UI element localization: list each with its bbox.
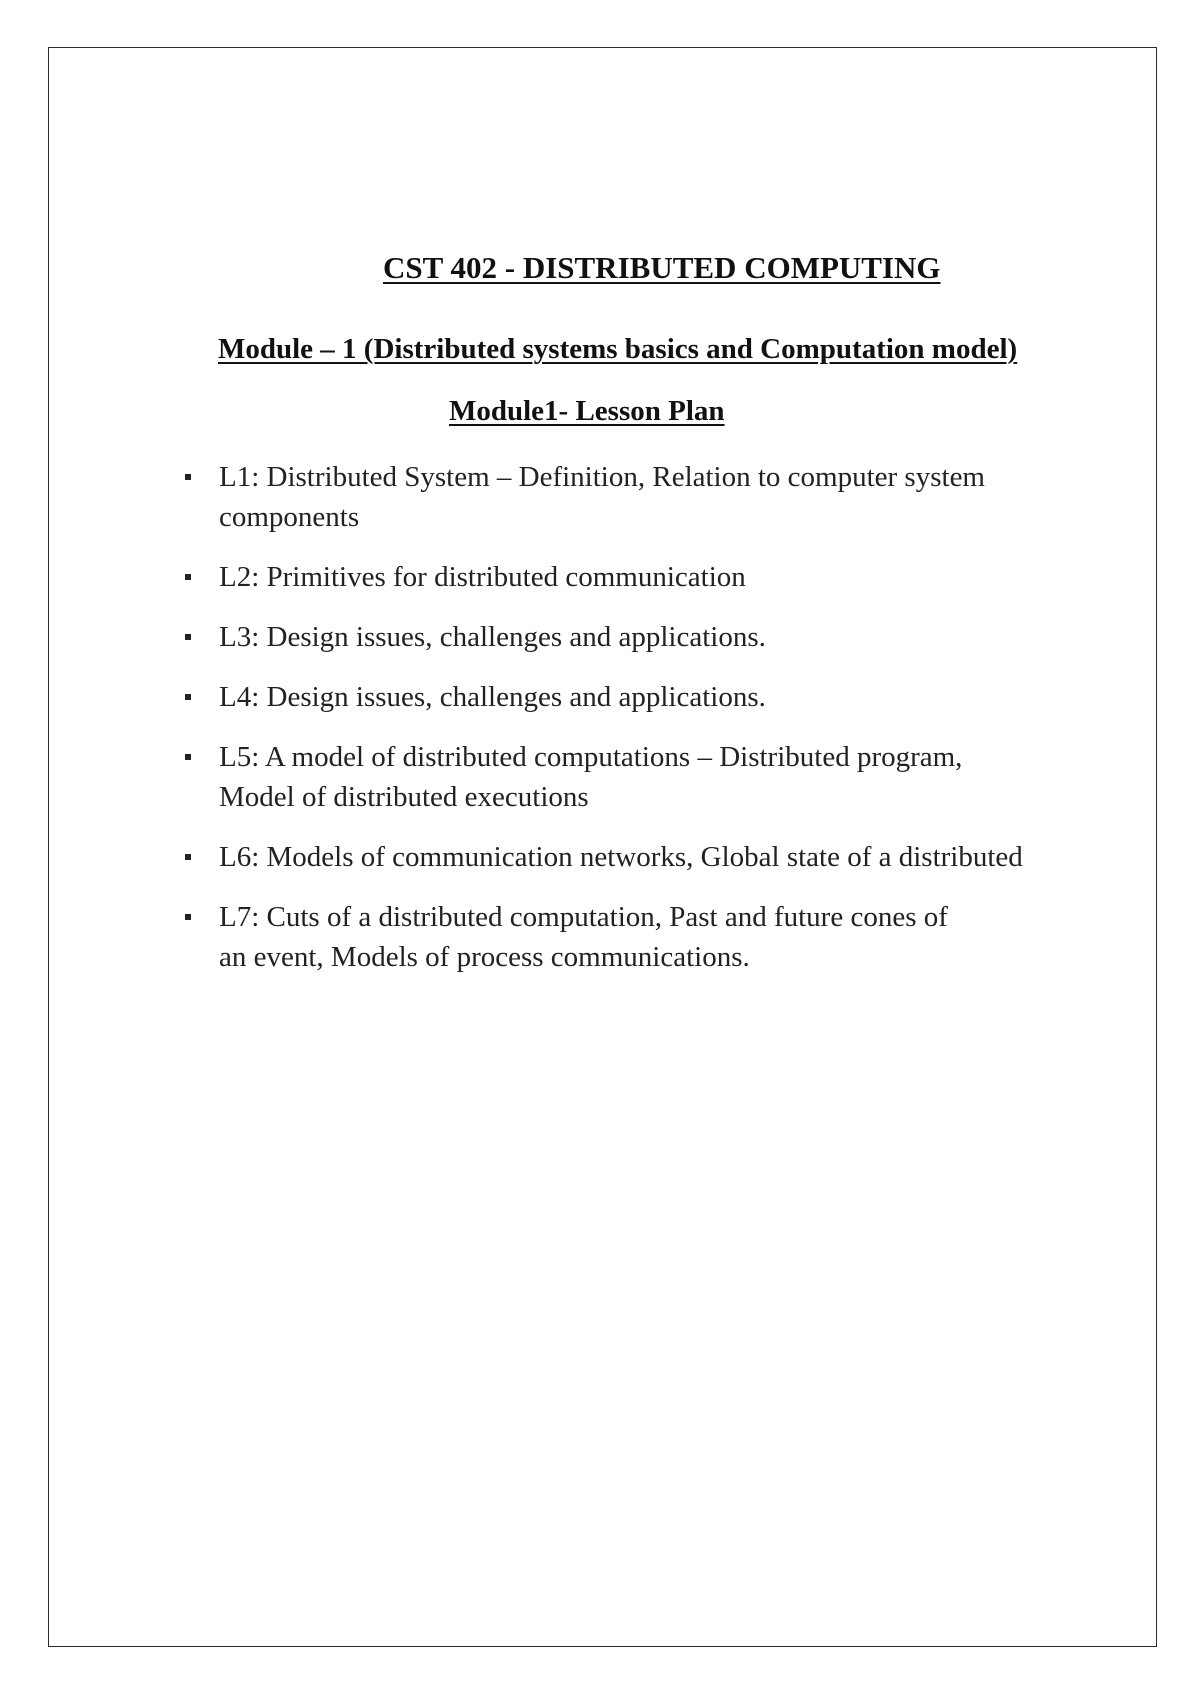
square-bullet-icon [185,474,191,480]
module-heading: Module – 1 (Distributed systems basics and Computation model) [218,333,1018,365]
square-bullet-icon [185,694,191,700]
lesson-list [180,457,1140,997]
square-bullet-icon [185,754,191,760]
square-bullet-icon [185,574,191,580]
lesson-plan-heading: Module1- Lesson Plan [449,395,725,427]
lesson-item-l2 [180,557,1140,597]
lesson-item-l3 [180,617,1140,657]
lesson-line-1: L2: Primitives for distributed communication [219,561,746,593]
square-bullet-icon [185,914,191,920]
lesson-line-1: L5: A model of distributed computations – Distributed program, [219,741,963,773]
lesson-item-l1 [180,457,1140,537]
lesson-line-1: L6: Models of communication networks, Global state of a distributed [219,841,1023,873]
lesson-item-l4 [180,677,1140,717]
lesson-line-1: L3: Design issues, challenges and applications. [219,621,766,653]
lesson-line-1: L7: Cuts of a distributed computation, Past and future cones of [219,901,948,933]
lesson-line-2: Model of distributed executions [219,781,589,813]
square-bullet-icon [185,634,191,640]
lesson-item-l5 [180,737,1140,817]
document-title: CST 402 - DISTRIBUTED COMPUTING [383,250,941,285]
lesson-line-2: an event, Models of process communications. [219,941,750,973]
lesson-item-l7 [180,897,1140,977]
lesson-item-l6 [180,837,1140,877]
lesson-line-1: L4: Design issues, challenges and applications. [219,681,766,713]
lesson-line-2: components [219,501,360,533]
square-bullet-icon [185,854,191,860]
lesson-line-1: L1: Distributed System – Definition, Relation to computer system [219,461,985,493]
